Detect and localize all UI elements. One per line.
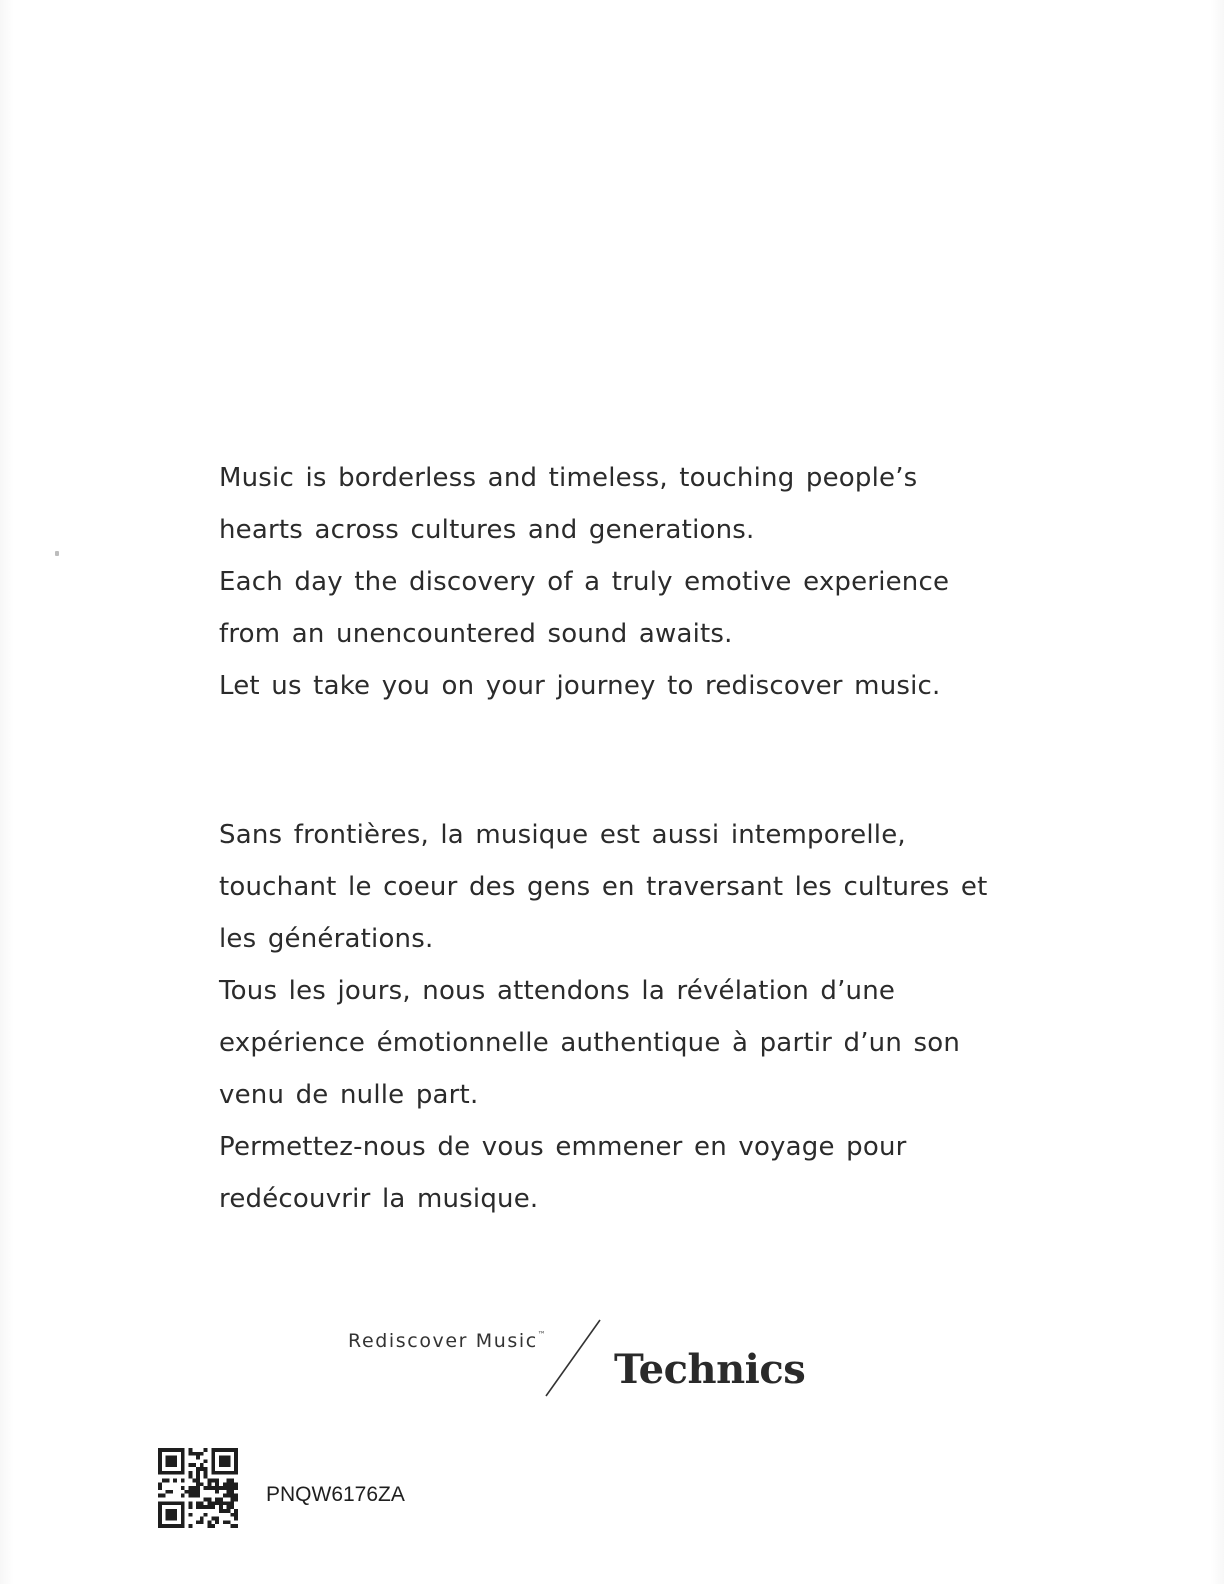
qr-module xyxy=(227,1478,231,1482)
french-paragraph xyxy=(219,809,988,1225)
qr-module xyxy=(215,1482,219,1486)
qr-module xyxy=(234,1524,238,1528)
qr-module xyxy=(196,1520,200,1524)
divider-slash xyxy=(537,1318,606,1400)
qr-module xyxy=(192,1486,196,1490)
qr-module xyxy=(188,1486,192,1490)
qr-module xyxy=(208,1520,212,1524)
qr-module xyxy=(215,1478,219,1482)
qr-module xyxy=(204,1475,208,1479)
qr-module xyxy=(158,1494,162,1498)
qr-module xyxy=(200,1520,204,1524)
qr-module xyxy=(196,1452,200,1456)
qr-module xyxy=(230,1505,234,1509)
qr-module xyxy=(196,1505,200,1509)
qr-module xyxy=(188,1513,192,1517)
qr-module xyxy=(200,1452,204,1456)
text-line: Each day the discovery of a truly emotive experience xyxy=(219,567,950,597)
qr-module xyxy=(227,1482,231,1486)
qr-module xyxy=(211,1486,215,1490)
qr-module xyxy=(196,1471,200,1475)
qr-module xyxy=(162,1478,166,1482)
slogan-text: Rediscover Music xyxy=(348,1330,538,1352)
qr-module xyxy=(208,1501,212,1505)
qr-module xyxy=(230,1482,234,1486)
qr-module xyxy=(230,1498,234,1502)
qr-module xyxy=(192,1490,196,1494)
qr-module xyxy=(223,1482,227,1486)
qr-module xyxy=(158,1486,162,1490)
scan-speck xyxy=(55,551,59,556)
document-code: PNQW6176ZA xyxy=(266,1483,405,1506)
qr-module xyxy=(230,1524,234,1528)
qr-module xyxy=(196,1490,200,1494)
qr-module xyxy=(215,1520,219,1524)
qr-module xyxy=(188,1463,192,1467)
qr-module xyxy=(234,1482,238,1486)
qr-module xyxy=(208,1505,212,1509)
qr-module xyxy=(204,1498,208,1502)
qr-module xyxy=(227,1520,231,1524)
qr-module xyxy=(223,1509,227,1513)
qr-module xyxy=(230,1513,234,1517)
qr-module xyxy=(234,1486,238,1490)
qr-module xyxy=(223,1520,227,1524)
qr-module xyxy=(223,1501,227,1505)
qr-module xyxy=(188,1448,192,1452)
qr-module xyxy=(166,1490,170,1494)
qr-module xyxy=(196,1482,200,1486)
qr-module xyxy=(230,1478,234,1482)
qr-module xyxy=(211,1524,215,1528)
qr-module xyxy=(204,1467,208,1471)
qr-module xyxy=(181,1478,185,1482)
scan-edge-right xyxy=(1210,0,1224,1584)
qr-module xyxy=(204,1471,208,1475)
qr-module xyxy=(211,1501,215,1505)
qr-module xyxy=(219,1498,223,1502)
qr-module xyxy=(188,1494,192,1498)
qr-module xyxy=(219,1509,223,1513)
qr-module xyxy=(227,1501,231,1505)
qr-module xyxy=(158,1482,162,1486)
text-line: from an unencountered sound awaits. xyxy=(219,619,733,649)
qr-module xyxy=(185,1490,189,1494)
qr-module xyxy=(219,1486,223,1490)
qr-module xyxy=(181,1486,185,1490)
qr-module xyxy=(208,1486,212,1490)
trademark-symbol: ™ xyxy=(537,1330,546,1339)
qr-module xyxy=(215,1498,219,1502)
qr-module xyxy=(227,1505,231,1509)
technics-logo: Technics xyxy=(614,1346,806,1393)
text-line: hearts across cultures and generations. xyxy=(219,515,755,545)
qr-module xyxy=(192,1452,196,1456)
qr-module xyxy=(211,1478,215,1482)
english-paragraph xyxy=(219,452,949,712)
qr-module xyxy=(192,1478,196,1482)
qr-module xyxy=(227,1494,231,1498)
qr-module xyxy=(196,1486,200,1490)
qr-module xyxy=(234,1517,238,1521)
qr-module xyxy=(188,1471,192,1475)
qr-module xyxy=(200,1482,204,1486)
qr-module xyxy=(204,1505,208,1509)
qr-module xyxy=(208,1482,212,1486)
qr-module xyxy=(162,1494,166,1498)
qr-module xyxy=(204,1459,208,1463)
text-line: Sans frontières, la musique est aussi intemporelle, xyxy=(219,820,906,850)
qr-module xyxy=(204,1513,208,1517)
qr-module xyxy=(230,1486,234,1490)
qr-module xyxy=(188,1475,192,1479)
qr-module xyxy=(215,1501,219,1505)
qr-module xyxy=(192,1463,196,1467)
qr-module xyxy=(234,1498,238,1502)
text-line: Let us take you on your journey to rediscover music. xyxy=(219,671,941,701)
brand-slogan xyxy=(348,1330,546,1352)
qr-module xyxy=(166,1478,170,1482)
qr-module xyxy=(227,1490,231,1494)
qr-module xyxy=(200,1467,204,1471)
qr-module xyxy=(204,1448,208,1452)
qr-module xyxy=(211,1505,215,1509)
qr-module xyxy=(223,1494,227,1498)
qr-code-icon xyxy=(158,1448,238,1528)
qr-module xyxy=(208,1498,212,1502)
qr-module xyxy=(181,1494,185,1498)
qr-module xyxy=(219,1505,223,1509)
qr-module xyxy=(211,1517,215,1521)
qr-module xyxy=(227,1509,231,1513)
text-line: venu de nulle part. xyxy=(219,1080,479,1110)
qr-module xyxy=(223,1486,227,1490)
qr-module xyxy=(227,1486,231,1490)
qr-module xyxy=(234,1513,238,1517)
qr-module xyxy=(230,1494,234,1498)
qr-module xyxy=(188,1524,192,1528)
text-line: Music is borderless and timeless, touching people’s xyxy=(219,463,918,493)
text-line: touchant le coeur des gens en traversant les cultures et xyxy=(219,872,988,902)
qr-module xyxy=(230,1490,234,1494)
qr-module xyxy=(188,1490,192,1494)
qr-module xyxy=(188,1501,192,1505)
qr-module xyxy=(196,1494,200,1498)
qr-module xyxy=(196,1478,200,1482)
text-line: Tous les jours, nous attendons la révélation d’une xyxy=(219,976,896,1006)
qr-module xyxy=(200,1501,204,1505)
qr-module xyxy=(234,1509,238,1513)
qr-module xyxy=(204,1486,208,1490)
text-line: Permettez-nous de vous emmener en voyage pour xyxy=(219,1132,907,1162)
scan-edge-left xyxy=(0,0,14,1584)
qr-module xyxy=(219,1501,223,1505)
qr-module xyxy=(208,1524,212,1528)
qr-module xyxy=(230,1501,234,1505)
qr-module xyxy=(196,1501,200,1505)
qr-module xyxy=(234,1494,238,1498)
text-line: redécouvrir la musique. xyxy=(219,1184,539,1214)
qr-module xyxy=(208,1478,212,1482)
text-line: expérience émotionnelle authentique à partir d’un son xyxy=(219,1028,961,1058)
qr-module xyxy=(196,1467,200,1471)
qr-module xyxy=(215,1486,219,1490)
qr-module xyxy=(196,1456,200,1460)
qr-module xyxy=(200,1463,204,1467)
qr-module xyxy=(169,1490,173,1494)
qr-module xyxy=(215,1490,219,1494)
text-line: les générations. xyxy=(219,924,434,954)
qr-module xyxy=(215,1517,219,1521)
qr-module xyxy=(200,1517,204,1521)
qr-module xyxy=(200,1505,204,1509)
qr-module xyxy=(192,1494,196,1498)
qr-module xyxy=(173,1478,177,1482)
qr-module xyxy=(188,1452,192,1456)
qr-module xyxy=(196,1475,200,1479)
qr-module xyxy=(188,1505,192,1509)
